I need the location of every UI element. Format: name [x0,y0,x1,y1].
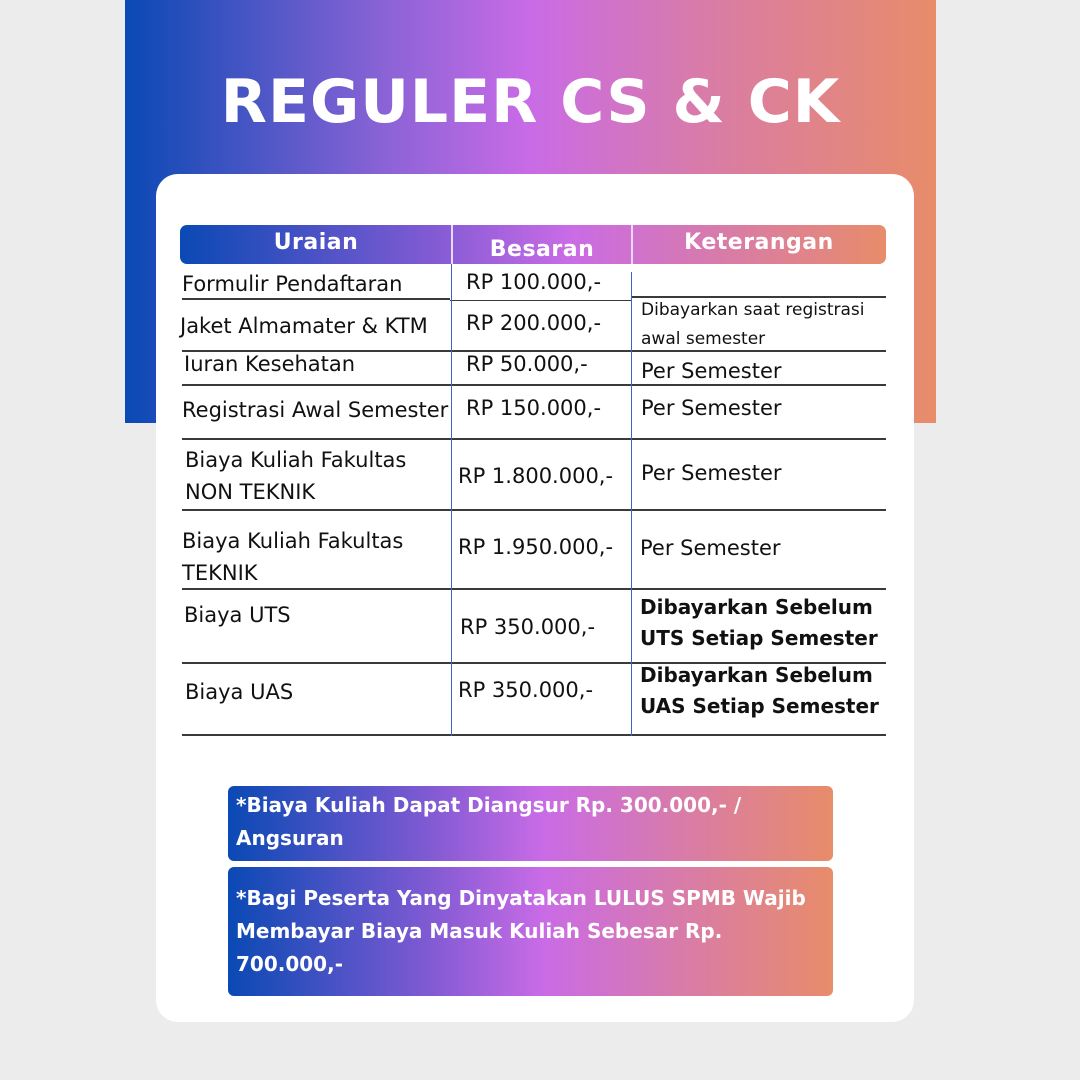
table-header [180,225,886,264]
cell-uraian: Biaya Kuliah Fakultas NON TEKNIK [185,448,407,504]
header-besaran: Besaran [489,237,595,262]
cell-keterangan: Per Semester [641,461,782,485]
cell-besaran: RP 1.800.000,- [458,464,614,488]
cell-besaran: RP 350.000,- [458,678,594,702]
header-divider [631,225,633,264]
row-divider [182,734,886,736]
cell-besaran: RP 50.000,- [466,352,588,376]
cell-keterangan: Dibayarkan Sebelum UTS Setiap Semester [640,595,878,650]
row-divider [182,509,886,511]
spmb-note: *Bagi Peserta Yang Dinyatakan LULUS SPMB Wajib Membayar Biaya Masuk Kuliah Sebesar Rp. 700.000,- [228,867,833,996]
cell-keterangan: Dibayarkan saat registrasi awal semester [641,300,865,349]
cell-keterangan: Per Semester [641,396,782,420]
cell-besaran: RP 150.000,- [466,396,602,420]
cell-besaran: RP 350.000,- [460,615,596,639]
column-divider [451,264,452,736]
cell-uraian: Jaket Almamater & KTM [180,314,428,338]
column-divider [631,272,632,736]
cell-uraian: Iuran Kesehatan [184,352,356,376]
cell-keterangan: Per Semester [640,536,781,560]
cell-uraian: Biaya UTS [184,603,291,627]
cell-besaran: RP 100.000,- [466,270,602,294]
header-divider [451,225,453,264]
row-divider [450,300,632,301]
cell-uraian: Formulir Pendaftaran [182,272,403,296]
row-divider [182,438,886,440]
cell-keterangan: Per Semester [641,359,782,383]
cell-besaran: RP 1.950.000,- [458,535,614,559]
cell-uraian: Biaya UAS [185,680,294,704]
page-title: REGULER CS & CK [220,67,841,137]
cell-keterangan: Dibayarkan Sebelum UAS Setiap Semester [640,663,879,718]
header-keterangan: Keterangan [684,230,834,255]
installment-note: *Biaya Kuliah Dapat Diangsur Rp. 300.000,- / Angsuran [228,786,833,861]
cell-uraian: Registrasi Awal Semester [182,398,449,422]
cell-besaran: RP 200.000,- [466,311,602,335]
cell-uraian: Biaya Kuliah Fakultas TEKNIK [182,529,404,585]
header-uraian: Uraian [273,230,359,255]
